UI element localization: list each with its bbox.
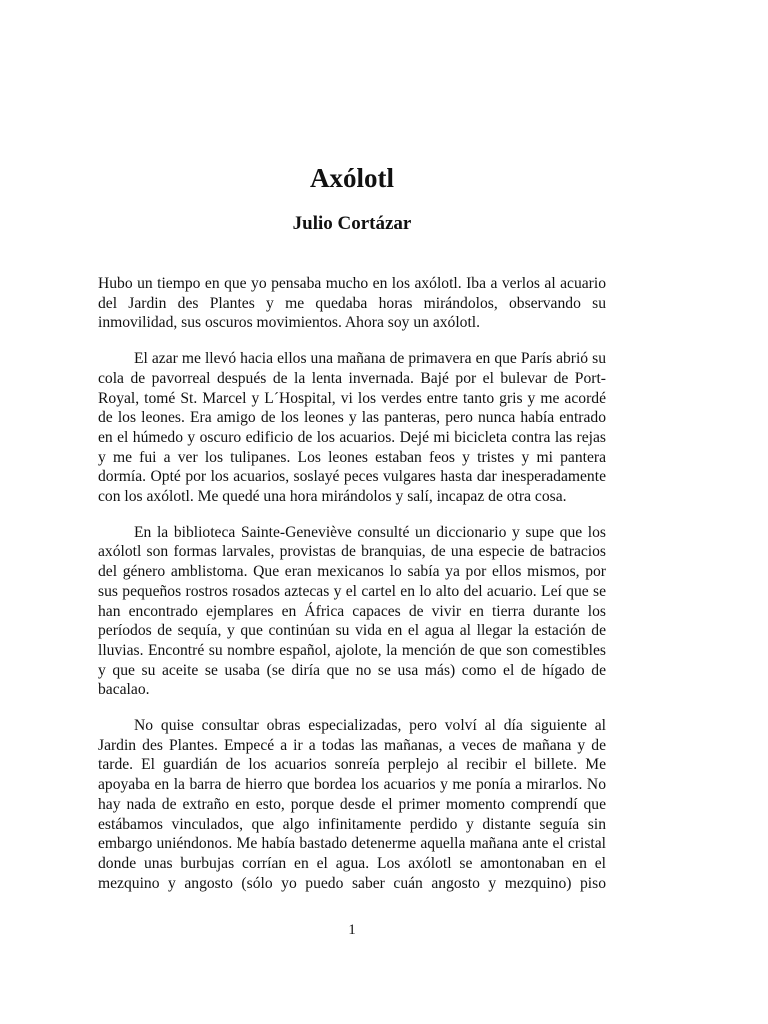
document-author: Julio Cortázar (292, 213, 412, 234)
paragraph: Hubo un tiempo en que yo pensaba mucho en los axólotl. Iba a verlos al acuario del Jardin des Plantes y me quedaba horas mirándolos, observando su inmovilidad, sus oscuros movimientos. Ahora soy un axólotl. (98, 275, 606, 332)
paragraph: El azar me llevó hacia ellos una mañana de primavera en que París abrió su cola de pavorreal después de la lenta invernada. Bajé por el bulevar de Port-Royal, tomé St. Marcel y L´Hospital, vi los verdes entre tanto gris y me acordé de los leones. Era amigo de los leones y las panteras, pero nunca había entrado en el húmedo y oscuro edificio de los acuarios. Dejé mi bicicleta contra las rejas y me fui a ver los tulipanes. Los leones estaban feos y tristes y mi pantera dormía. Opté por los acuarios, soslayé peces vulgares hasta dar inesperadamente con los axólotl. Me quedé una hora mirándolos y salí, incapaz de otra cosa. (98, 350, 606, 506)
paragraph: No quise consultar obras especializadas, pero volví al día siguiente al Jardin des Plantes. Empecé a ir a todas las mañanas, a veces de mañana y de tarde. El guardián de los acuarios sonreía perplejo al recibir el billete. Me apoyaba en la barra de hierro que bordea los acuarios y me ponía a mirarlos. No hay nada de extraño en esto, porque desde el primer momento comprendí que estábamos vinculados, que algo infinitamente perdido y distante seguía sin embargo uniéndonos. Me había bastado detenerme aquella mañana ante el cristal donde unas burbujas corrían en el agua. Los axólotl se amontonaban en el mezquino y angosto (sólo yo puedo saber cuán angosto y mezquino) piso (98, 717, 606, 892)
page-number: 1 (348, 922, 356, 938)
document-title: Axólotl (310, 163, 394, 193)
paragraph: En la biblioteca Sainte-Geneviève consulté un diccionario y supe que los axólotl son formas larvales, provistas de branquias, de una especie de batracios del género amblistoma. Que eran mexicanos lo sabía ya por ellos mismos, por sus pequeños rostros rosados aztecas y el cartel en lo alto del acuario. Leí que se han encontrado ejemplares en África capaces de vivir en tierra durante los períodos de sequía, y que continúan su vida en el agua al llegar la estación de lluvias. Encontré su nombre español, ajolote, la mención de que son comestibles y que su aceite se usaba (se diría que no se usa más) como el de hígado de bacalao. (98, 523, 606, 699)
document-body (98, 274, 606, 909)
